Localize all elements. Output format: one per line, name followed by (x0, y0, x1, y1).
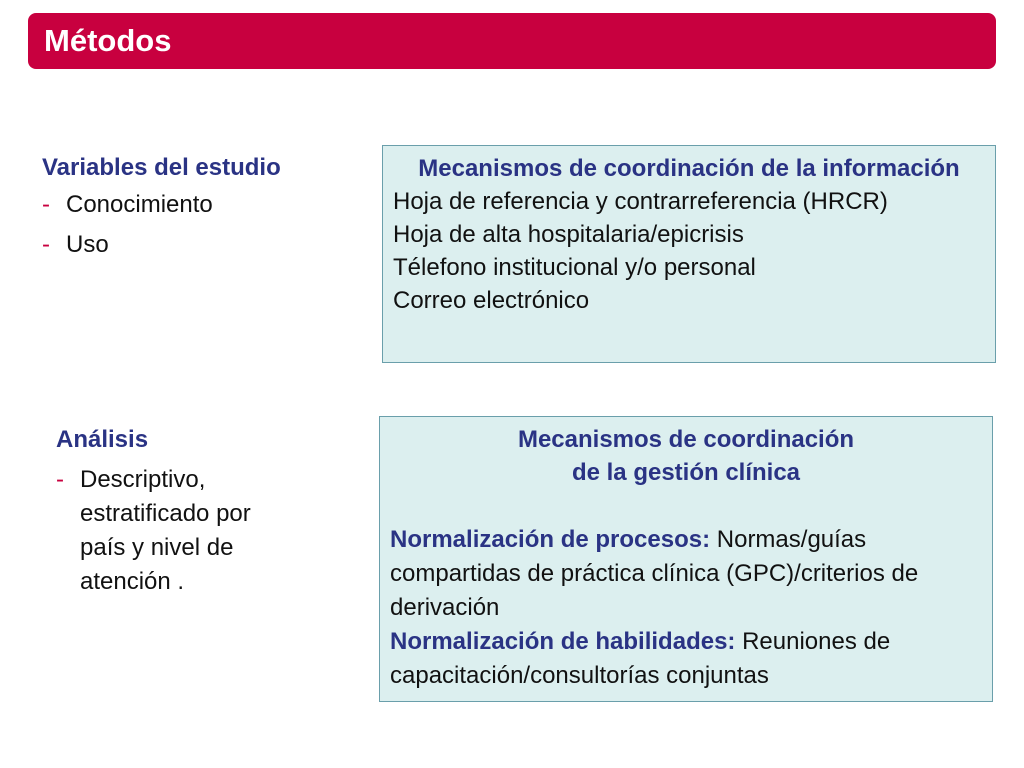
process-normalization-label: Normalización de procesos: (390, 526, 711, 553)
info-box-line: Hoja de alta hospitalaria/epicrisis (393, 221, 744, 248)
analysis-heading: Análisis (56, 426, 149, 453)
bullet-dash: - (42, 191, 50, 218)
study-variables-section (42, 151, 362, 265)
info-box-title: Mecanismos de coordinación de la información (418, 155, 960, 182)
list-item (42, 225, 362, 265)
analysis-section (56, 421, 356, 599)
list-item-label: Uso (66, 231, 109, 258)
list-item-label: Descriptivo, estratificado por país y nivel de atención . (80, 466, 251, 595)
information-coordination-box (382, 145, 996, 363)
info-box-line: Télefono institucional y/o personal (393, 254, 756, 281)
skills-normalization-label: Normalización de habilidades: (390, 628, 736, 655)
study-variables-heading: Variables del estudio (42, 154, 281, 181)
clinical-management-box (379, 416, 993, 702)
skills-normalization-text: Reuniones de capacitación/consultorías conjuntas (390, 628, 891, 689)
process-normalization-text: Normas/guías compartidas de práctica clínica (GPC)/criterios de derivación (390, 526, 919, 621)
clinical-box-title-line1: Mecanismos de coordinación (517, 426, 855, 453)
list-item (42, 185, 362, 225)
info-box-line: Hoja de referencia y contrarreferencia (HRCR) (393, 188, 888, 215)
list-item-label: Conocimiento (66, 191, 213, 218)
bullet-dash: - (42, 231, 50, 258)
bullet-dash: - (56, 466, 64, 493)
process-normalization (390, 523, 982, 625)
page-title: Métodos (44, 23, 172, 58)
list-item (56, 463, 356, 599)
title-bar (28, 13, 996, 69)
skills-normalization (390, 625, 982, 693)
clinical-box-title-line2: de la gestión clínica (571, 459, 801, 486)
info-box-line: Correo electrónico (393, 287, 590, 314)
